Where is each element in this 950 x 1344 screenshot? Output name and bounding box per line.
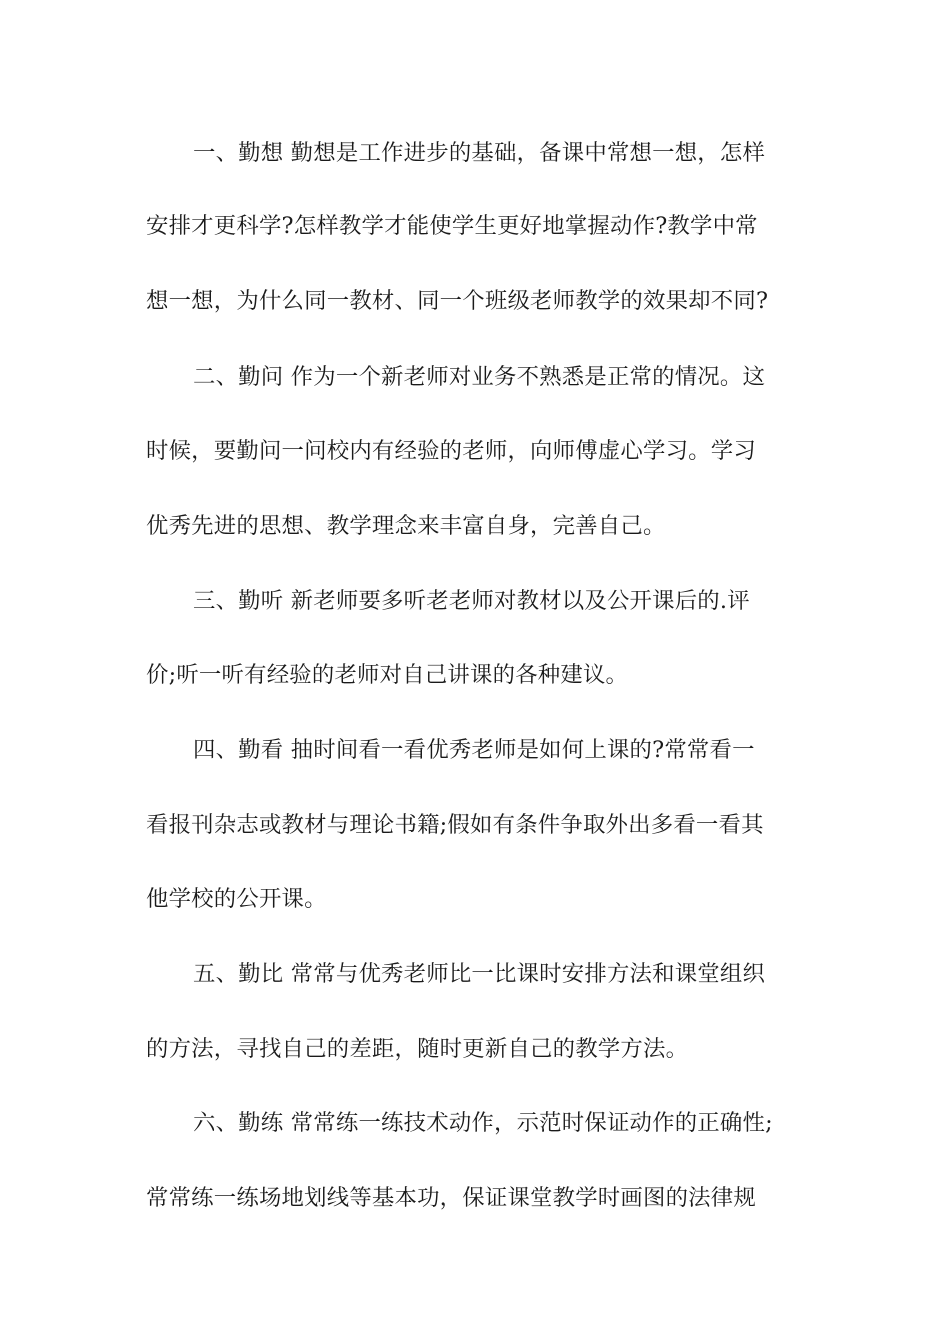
paragraph-1-line-1: 一、勤想 勤想是工作进步的基础，备课中常想一想，怎样 xyxy=(193,140,766,166)
paragraph-3-line-1: 三、勤听 新老师要多听老老师对教材以及公开课后的.评 xyxy=(193,588,750,614)
paragraph-1-line-3: 想一想，为什么同一教材、同一个班级老师教学的效果却不同? xyxy=(146,288,769,314)
paragraph-4-line-3: 他学校的公开课。 xyxy=(146,886,327,912)
paragraph-5-line-1: 五、勤比 常常与优秀老师比一比课时安排方法和课堂组织 xyxy=(193,961,766,987)
paragraph-2-line-2: 时候，要勤问一问校内有经验的老师，向师傅虚心学习。学习 xyxy=(146,438,756,464)
paragraph-4-line-1: 四、勤看 抽时间看一看优秀老师是如何上课的?常常看一 xyxy=(193,737,755,763)
paragraph-3-line-2: 价;听一听有经验的老师对自己讲课的各种建议。 xyxy=(146,662,629,688)
paragraph-6-line-2: 常常练一练场地划线等基本功，保证课堂教学时画图的法律规 xyxy=(146,1185,756,1211)
paragraph-1-line-2: 安排才更科学?怎样教学才能使学生更好地掌握动作?教学中常 xyxy=(146,213,758,239)
paragraph-4-line-2: 看报刊杂志或教材与理论书籍;假如有条件争取外出多看一看其 xyxy=(146,812,764,838)
paragraph-5-line-2: 的方法，寻找自己的差距，随时更新自己的教学方法。 xyxy=(146,1036,689,1062)
paragraph-6-line-1: 六、勤练 常常练一练技术动作，示范时保证动作的正确性; xyxy=(193,1110,773,1136)
paragraph-2-line-3: 优秀先进的思想、教学理念来丰富自身，完善自己。 xyxy=(146,513,666,539)
paragraph-2-line-1: 二、勤问 作为一个新老师对业务不熟悉是正常的情况。这 xyxy=(193,364,766,390)
